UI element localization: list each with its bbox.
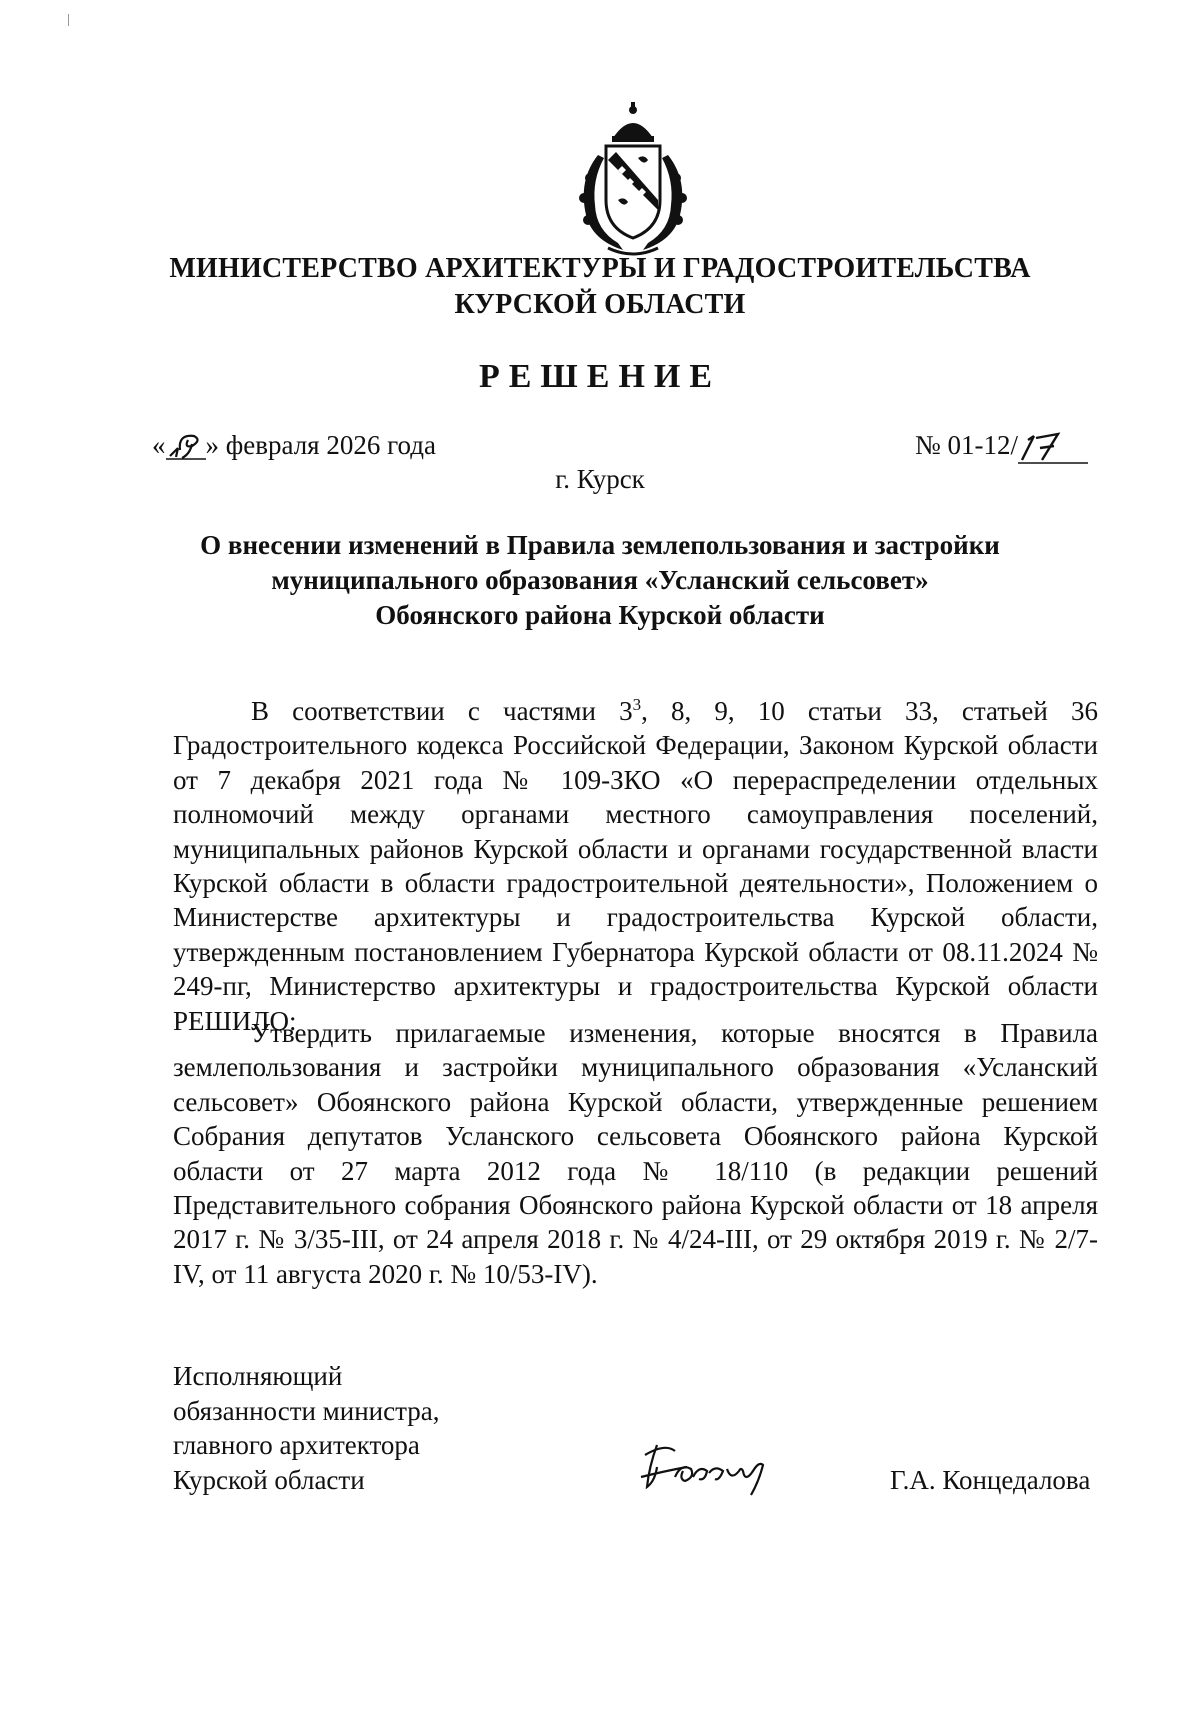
- position-line2: обязанности министра,: [173, 1395, 440, 1426]
- city: г. Курск: [555, 464, 645, 494]
- handwritten-signature-icon: [635, 1437, 775, 1501]
- para1-superscript: 3: [632, 695, 642, 714]
- signatory-position: [173, 1359, 439, 1497]
- subject-line3: Обоянского района Курской области: [375, 600, 825, 630]
- ministry-title-line2: КУРСКОЙ ОБЛАСТИ: [454, 289, 746, 320]
- ministry-title-line1: МИНИСТЕРСТВО АРХИТЕКТУРЫ И ГРАДОСТРОИТЕЛЬСТВА: [169, 253, 1031, 284]
- handwritten-day: [166, 430, 206, 460]
- body-paragraph-2: [173, 1016, 1098, 1291]
- document-type-title: РЕШЕНИЕ: [478, 358, 722, 395]
- document-date: [152, 430, 436, 461]
- scan-artifact: [68, 14, 69, 26]
- date-open-quote: «: [152, 430, 166, 460]
- document-number: [915, 430, 1088, 464]
- position-line3: главного архитектора: [173, 1430, 420, 1460]
- signer-name: Г.А. Концедалова: [890, 1465, 1091, 1495]
- position-line4: Курской области: [173, 1464, 365, 1495]
- subject-line2: муниципального образования «Усланский сельсовет»: [271, 565, 929, 595]
- document-subject: [0, 528, 1200, 633]
- kursk-coat-of-arms-icon: [568, 100, 698, 260]
- handwritten-number: [1018, 430, 1088, 464]
- body-paragraph-1: [173, 688, 1098, 1038]
- subject-line1: О внесении изменений в Правила землепользования и застройки: [200, 530, 1000, 560]
- position-line1: Исполняющий: [173, 1361, 343, 1391]
- para2-text: Утвердить прилагаемые изменения, которые вносятся в Правила землепользования и застройки муниципального образования «Усланский сельсовет» Обоянского района Курской области, утвержденные решением Собрания депутатов Усланского сельсовета Обоянского района Курской области от 27 марта 2012 года № 18/110 (в редакции решений Представительного собрания Обоянского района Курской области от 18 апреля 2017 г. № 3/35-III, от 24 апреля 2018 г. № 4/24-III, от 29 октября 2019 г. № 2/7-IV, от 11 августа 2020 г. № 10/53-IV).: [173, 1018, 1098, 1289]
- date-rest: » февраля 2026 года: [205, 430, 436, 460]
- para1-text-start: В соответствии с частями 3: [251, 696, 633, 726]
- number-prefix: № 01-12/: [915, 430, 1019, 460]
- para1-text-rest: , 8, 9, 10 статьи 33, статьей 36 Градостроительного кодекса Российской Федерации, Законом Курской области от 7 декабря 2021 года № 109-ЗКО «О перераспределении отдельных полномочий между органами местного самоуправления поселений, муниципальных районов Курской области и органами государственной власти Курской области в области градостроительной деятельности», Положением о Министерстве архитектуры и градостроительства Курской области, утвержденным постановлением Губернатора Курской области от 08.11.2024 № 249-пг, Министерство архитектуры и градостроительства Курской области РЕШИЛО:: [173, 696, 1098, 1036]
